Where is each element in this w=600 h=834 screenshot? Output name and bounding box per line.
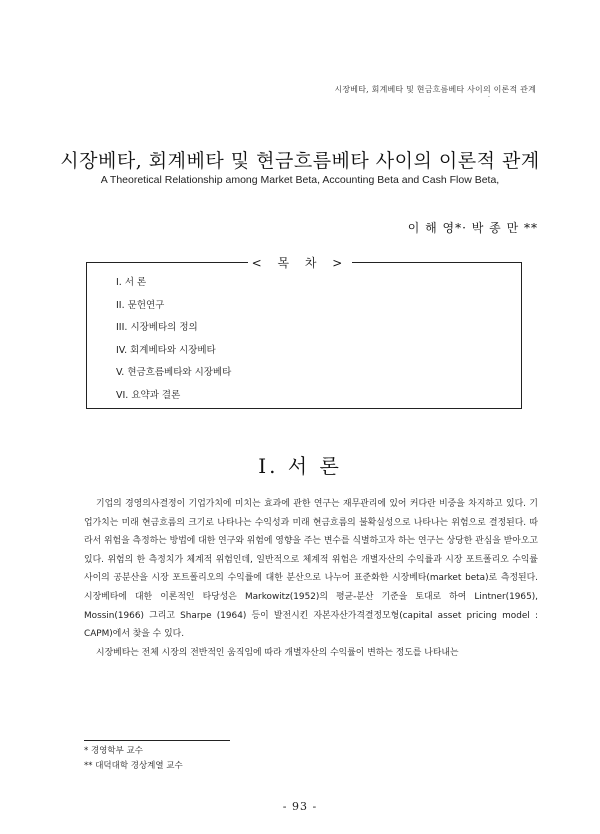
toc-heading-label: < 목 차 > (248, 254, 353, 271)
footnote: ** 대덕대학 경상계열 교수 (84, 761, 183, 771)
toc-heading (0, 252, 600, 271)
toc-list (116, 272, 231, 408)
paper-title-korean: 시장베타, 회계베타 및 현금흐름베타 사이의 이론적 관계 (60, 150, 540, 172)
body-paragraph: 기업의 경영의사결정이 기업가치에 미치는 효과에 관한 연구는 재무관리에 있어 커다란 비중을 차지하고 있다. 기업가치는 미래 현금흐름의 크기로 나타나는 수익성과 미래 현금흐름의 불확실성으로 나타나는 위험으로 결정된다. 따라서 위험을 측정하는 방법에 대한 연구와 위험에 영향을 주는 변수를 식별하고자 하는 연구는 상당한 관심을 받아오고 있다. 위험의 한 측정치가 체계적 위험인데, 일반적으로 체계적 위험은 개별자산의 수익률과 시장 포트폴리오 수익률 사이의 공분산을 시장 포트폴리오의 수익률에 대한 분산으로 나누어 표준화한 시장베타(market beta)로 측정된다. 시장베타에 대한 이론적인 타당성은 Markowitz(1952)의 평균-분산 기준을 토대로 하여 Lintner(1965), Mossin(1966) 그리고 Sharpe (1964) 등이 발전시킨 자본자산가격결정모형(capital asset pricing model : CAPM)에서 찾을 수 있다. (84, 499, 538, 640)
authors: 이 해 영*· 박 종 만 ** (407, 221, 538, 235)
toc-item: III. 시장베타의 정의 (116, 322, 198, 334)
page-number: - 93 - (282, 800, 318, 813)
toc-item: II. 문헌연구 (116, 299, 165, 311)
body-text (84, 495, 538, 662)
toc-item: IV. 회계베타와 시장베타 (116, 344, 216, 356)
section-title: I. 서 론 (258, 454, 342, 478)
toc-item: VI. 요약과 결론 (116, 389, 181, 401)
toc-item: V. 현금흐름베타와 시장베타 (116, 367, 232, 379)
footnote: * 경영학부 교수 (84, 746, 143, 756)
header-mark: · (488, 94, 490, 101)
running-head: 시장베타, 회계베타 및 현금흐름베타 사이의 이론적 관계 (334, 85, 536, 94)
footnote-rule (84, 740, 230, 741)
body-paragraph: 시장베타는 전체 시장의 전반적인 움직임에 따라 개별자산의 수익률이 변하는 정도를 나타내는 (96, 647, 459, 658)
toc-item: I. 서 론 (116, 277, 147, 288)
footnotes (84, 744, 183, 774)
paper-title-english: A Theoretical Relationship among Market Beta, Accounting Beta and Cash Flow Beta, (100, 174, 500, 186)
